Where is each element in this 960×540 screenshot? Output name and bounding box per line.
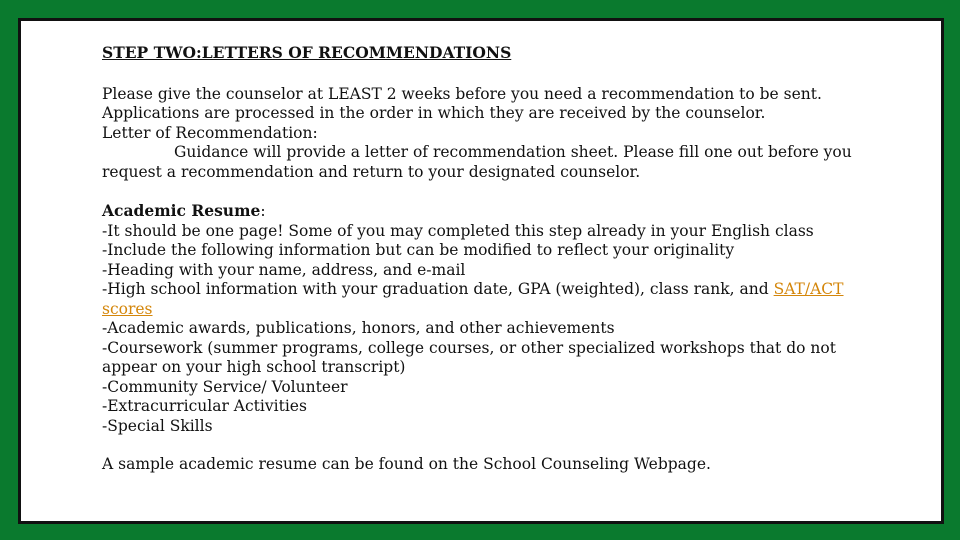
intro-line-1: Please give the counselor at LEAST 2 weeks before you need a recommendation to be sent. [102, 84, 822, 103]
slide [18, 18, 944, 524]
intro-line-2: Applications are processed in the order in which they are received by the counselor. [102, 104, 766, 122]
footer-note: A sample academic resume can be found on the School Counseling Webpage. [102, 455, 711, 473]
intro-line-3: Letter of Recommendation: [102, 123, 318, 142]
resume-colon: : [260, 202, 266, 220]
resume-label: Academic Resume [102, 201, 261, 220]
resume-item: -Coursework (summer programs, college courses, or other specialized workshops that do not appear on your high school transcript) [102, 338, 836, 376]
resume-heading [102, 201, 892, 222]
page-title: STEP TWO:LETTERS OF RECOMMENDATIONS [102, 43, 512, 62]
resume-item: -Extracurricular Activities [102, 397, 307, 415]
spacer [102, 436, 892, 455]
resume-item-high-school [102, 280, 892, 319]
resume-item: -Community Service/ Volunteer [102, 377, 348, 396]
resume-item: -It should be one page! Some of you may completed this step already in your English class [102, 221, 814, 240]
resume-item: -Special Skills [102, 416, 213, 435]
spacer [102, 182, 892, 201]
intro-line-4: Guidance will provide a letter of recommendation sheet. Please fill one out before you [174, 143, 852, 161]
high-school-text: -High school information with your graduation date, GPA (weighted), class rank, and [102, 280, 774, 298]
resume-item: -Include the following information but can be modified to reflect your originality [102, 241, 735, 259]
resume-item: -Academic awards, publications, honors, and other achievements [102, 319, 615, 337]
sat-act-scores-link[interactable]: SAT/ACT scores [102, 280, 844, 318]
intro-line-5: request a recommendation and return to your designated counselor. [102, 162, 641, 181]
slide-content [102, 43, 892, 475]
resume-item: -Heading with your name, address, and e-mail [102, 260, 466, 279]
